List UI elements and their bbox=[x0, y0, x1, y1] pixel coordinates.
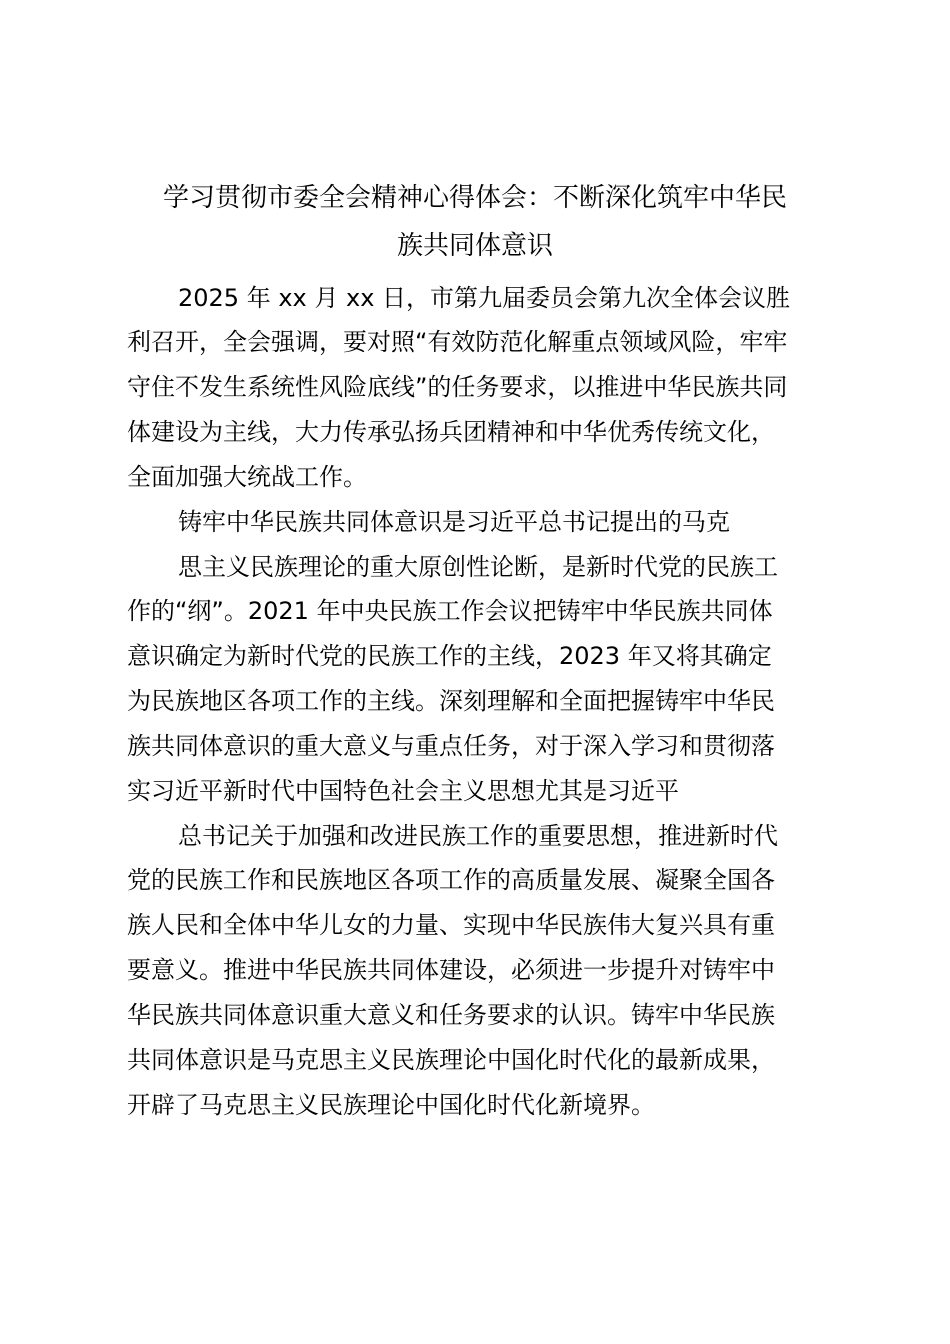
paragraph-1-line-5: 全面加强大统战工作。 bbox=[127, 463, 367, 491]
paragraph-4-line-7: 开辟了马克思主义民族理论中国化时代化新境界。 bbox=[127, 1091, 655, 1119]
paragraph-4-line-2: 党的民族工作和民族地区各项工作的高质量发展、凝聚全国各 bbox=[127, 866, 775, 894]
paragraph-4-line-4: 要意义。推进中华民族共同体建设，必须进一步提升对铸牢中 bbox=[127, 956, 775, 984]
paragraph-3-line-1: 思主义民族理论的重大原创性论断，是新时代党的民族工 bbox=[178, 553, 778, 581]
paragraph-3-line-3: 意识确定为新时代党的民族工作的主线，2023 年又将其确定 bbox=[127, 642, 772, 670]
paragraph-3-line-5: 族共同体意识的重大意义与重点任务，对于深入学习和贯彻落 bbox=[127, 732, 775, 760]
paragraph-1-line-3: 守住不发生系统性风险底线”的任务要求，以推进中华民族共同 bbox=[127, 373, 788, 401]
paragraph-4-line-6: 共同体意识是马克思主义民族理论中国化时代化的最新成果， bbox=[127, 1046, 775, 1074]
paragraph-1-line-4: 体建设为主线，大力传承弘扬兵团精神和中华优秀传统文化， bbox=[127, 418, 775, 446]
paragraph-4-line-5: 华民族共同体意识重大意义和任务要求的认识。铸牢中华民族 bbox=[127, 1001, 775, 1029]
document-title-line-2: 族共同体意识 bbox=[396, 231, 553, 261]
document-title-line-1: 学习贯彻市委全会精神心得体会：不断深化筑牢中华民 bbox=[162, 183, 787, 213]
paragraph-2-line-1: 铸牢中华民族共同体意识是习近平总书记提出的马克 bbox=[178, 508, 730, 536]
paragraph-1-line-2: 利召开，全会强调，要对照“有效防范化解重点领域风险，牢牢 bbox=[127, 328, 788, 356]
paragraph-3-line-2: 作的“纲”。2021 年中央民族工作会议把铸牢中华民族共同体 bbox=[127, 597, 773, 625]
paragraph-4-line-3: 族人民和全体中华儿女的力量、实现中华民族伟大复兴具有重 bbox=[127, 911, 775, 939]
paragraph-3-line-6: 实习近平新时代中国特色社会主义思想尤其是习近平 bbox=[127, 777, 679, 805]
paragraph-4-line-1: 总书记关于加强和改进民族工作的重要思想，推进新时代 bbox=[178, 822, 778, 850]
paragraph-1-line-1: 2025 年 xx 月 xx 日，市第九届委员会第九次全体会议胜 bbox=[178, 284, 791, 312]
paragraph-3-line-4: 为民族地区各项工作的主线。深刻理解和全面把握铸牢中华民 bbox=[127, 687, 775, 715]
